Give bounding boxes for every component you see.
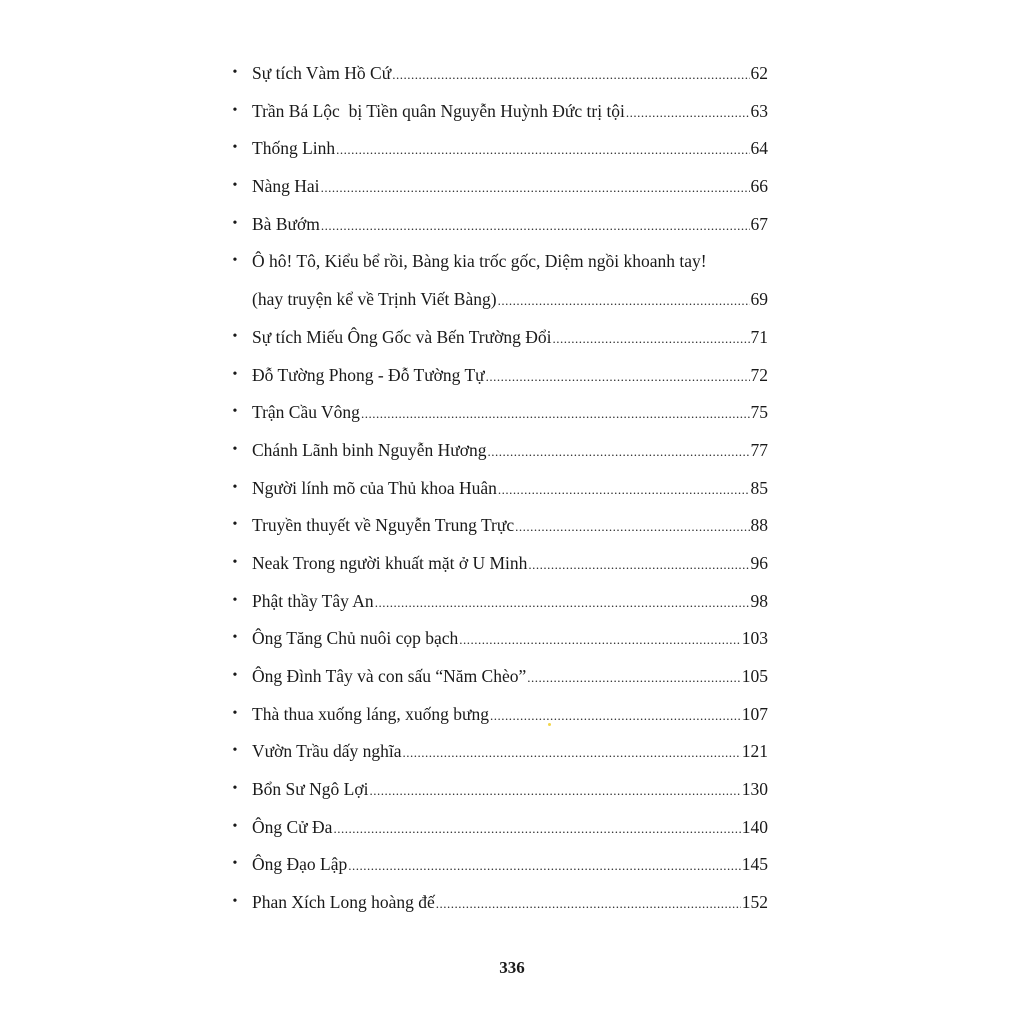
toc-entry-page: 85 xyxy=(750,477,768,498)
bullet-icon: • xyxy=(232,668,238,684)
toc-entry xyxy=(226,397,768,435)
toc-entry-page: 72 xyxy=(750,364,768,385)
toc-entry-page: 71 xyxy=(750,326,768,347)
bullet-icon: • xyxy=(232,65,238,80)
toc-entry xyxy=(226,736,768,774)
toc-entry-page: 63 xyxy=(750,100,768,121)
toc-entry xyxy=(226,246,768,321)
bullet-icon: • xyxy=(232,441,238,457)
toc-entry-page: 62 xyxy=(750,63,768,83)
bullet-icon: • xyxy=(232,705,238,721)
toc-entry-page: 140 xyxy=(741,816,768,837)
toc-entry xyxy=(226,623,768,661)
bullet-icon: • xyxy=(232,253,238,269)
toc-entry xyxy=(226,586,768,624)
toc-entry-title: Bổn Sư Ngô Lợi xyxy=(252,779,369,800)
toc-entry-page: 105 xyxy=(741,666,768,687)
bullet-icon: • xyxy=(232,743,238,759)
dot-leader xyxy=(552,324,749,354)
toc-entry xyxy=(226,774,768,812)
toc-entry-page: 69 xyxy=(750,289,768,310)
dot-leader xyxy=(486,362,750,392)
dot-leader xyxy=(403,738,741,768)
dot-leader xyxy=(488,437,750,467)
dot-leader xyxy=(626,98,750,128)
bullet-icon: • xyxy=(232,140,238,156)
bullet-icon: • xyxy=(232,781,238,797)
dot-leader xyxy=(515,512,749,542)
bullet-icon: • xyxy=(232,554,238,570)
toc-entry-title: Trận Cầu Vông xyxy=(252,402,360,423)
toc-entry-title: Ông Đình Tây và con sấu “Năm Chèo” xyxy=(252,666,527,687)
toc-entry-title: Truyền thuyết về Nguyễn Trung Trực xyxy=(252,515,515,536)
toc-entry-title: Người lính mõ của Thủ khoa Huân xyxy=(252,477,497,498)
toc-entry-page: 96 xyxy=(750,552,768,573)
toc-entry-title: Thà thua xuống láng, xuống bưng xyxy=(252,703,489,724)
bullet-icon: • xyxy=(232,366,238,382)
toc-entry-page: 75 xyxy=(750,402,768,423)
toc-entry xyxy=(226,887,768,925)
toc-entry-page: 77 xyxy=(750,439,768,460)
toc-entry-title: Sự tích Miếu Ông Gốc và Bến Trường Đổi xyxy=(252,326,552,347)
toc-entry-title: Vườn Trầu dấy nghĩa xyxy=(252,741,402,762)
toc-entry xyxy=(226,435,768,473)
toc-entry xyxy=(226,473,768,511)
toc-entry-title: Trần Bá Lộc bị Tiền quân Nguyễn Huỳnh Đức trị tội xyxy=(252,100,625,121)
dot-leader xyxy=(348,851,740,881)
dot-leader xyxy=(321,211,750,241)
bullet-icon: • xyxy=(232,328,238,344)
toc-entry xyxy=(226,133,768,171)
toc-entry xyxy=(226,360,768,398)
toc-entry-title: Ông Đạo Lập xyxy=(252,854,348,875)
toc-entry-page: 145 xyxy=(741,854,768,875)
ink-speck xyxy=(548,723,551,726)
bullet-icon: • xyxy=(232,592,238,608)
toc-entry-title: Chánh Lãnh binh Nguyễn Hương xyxy=(252,439,487,460)
toc-entry-title: Neak Trong người khuất mặt ở U Minh xyxy=(252,552,528,573)
toc-entry xyxy=(226,322,768,360)
dot-leader xyxy=(436,889,741,919)
toc-entry-page: 67 xyxy=(750,213,768,234)
bullet-icon: • xyxy=(232,818,238,834)
toc-entry-page: 152 xyxy=(741,892,768,913)
toc-entry xyxy=(226,58,768,96)
toc-entry-page: 121 xyxy=(741,741,768,762)
toc-entry-page: 88 xyxy=(750,515,768,536)
dot-leader xyxy=(528,550,749,580)
dot-leader xyxy=(490,701,741,731)
toc-entry-title: Ông Cử Đa xyxy=(252,816,333,837)
toc-entry-page: 64 xyxy=(750,138,768,159)
toc-entry xyxy=(226,849,768,887)
page-number: 336 xyxy=(499,958,525,977)
bullet-icon: • xyxy=(232,630,238,646)
toc-entry-title-line1: Ô hô! Tô, Kiểu bể rồi, Bàng kia trốc gốc, Diệm ngồi khoanh tay! xyxy=(252,251,707,272)
toc-entry xyxy=(226,661,768,699)
dot-leader xyxy=(369,776,740,806)
bullet-icon: • xyxy=(232,178,238,194)
toc-entry-page: 66 xyxy=(750,176,768,197)
toc-entry-title: Phan Xích Long hoàng đế xyxy=(252,892,435,913)
dot-leader xyxy=(498,475,750,505)
bullet-icon: • xyxy=(232,894,238,910)
toc-entry-page: 107 xyxy=(741,703,768,724)
toc-entry-title: Ông Tăng Chủ nuôi cọp bạch xyxy=(252,628,459,649)
dot-leader xyxy=(498,286,750,316)
toc-entry-title: Phật thầy Tây An xyxy=(252,590,374,611)
dot-leader xyxy=(333,814,740,844)
toc-entry-title: Sự tích Vàm Hồ Cứ xyxy=(252,63,392,83)
toc-entry-page: 130 xyxy=(741,779,768,800)
toc-entry xyxy=(226,209,768,247)
dot-leader xyxy=(375,588,750,618)
bullet-icon: • xyxy=(232,215,238,231)
toc-entry xyxy=(226,812,768,850)
bullet-icon: • xyxy=(232,404,238,420)
bullet-icon: • xyxy=(232,102,238,118)
toc-entry-title: Bà Bướm xyxy=(252,213,320,234)
dot-leader xyxy=(321,173,750,203)
toc-entry-page: 103 xyxy=(741,628,768,649)
dot-leader xyxy=(527,663,740,693)
toc-entry xyxy=(226,96,768,134)
table-of-contents xyxy=(226,58,768,925)
bullet-icon: • xyxy=(232,479,238,495)
dot-leader xyxy=(336,135,749,165)
toc-entry xyxy=(226,510,768,548)
toc-entry-title: Nàng Hai xyxy=(252,176,320,197)
bullet-icon: • xyxy=(232,856,238,872)
toc-entry xyxy=(226,699,768,737)
dot-leader xyxy=(361,399,750,429)
toc-entry-title: Thống Linh xyxy=(252,138,336,159)
toc-entry-title: (hay truyện kể về Trịnh Viết Bàng) xyxy=(252,289,497,310)
bullet-icon: • xyxy=(232,517,238,533)
dot-leader xyxy=(392,60,749,90)
toc-entry-title: Đỗ Tường Phong - Đỗ Tường Tự xyxy=(252,364,485,385)
toc-entry xyxy=(226,548,768,586)
dot-leader xyxy=(459,625,741,655)
toc-entry xyxy=(226,171,768,209)
toc-entry-page: 98 xyxy=(750,590,768,611)
